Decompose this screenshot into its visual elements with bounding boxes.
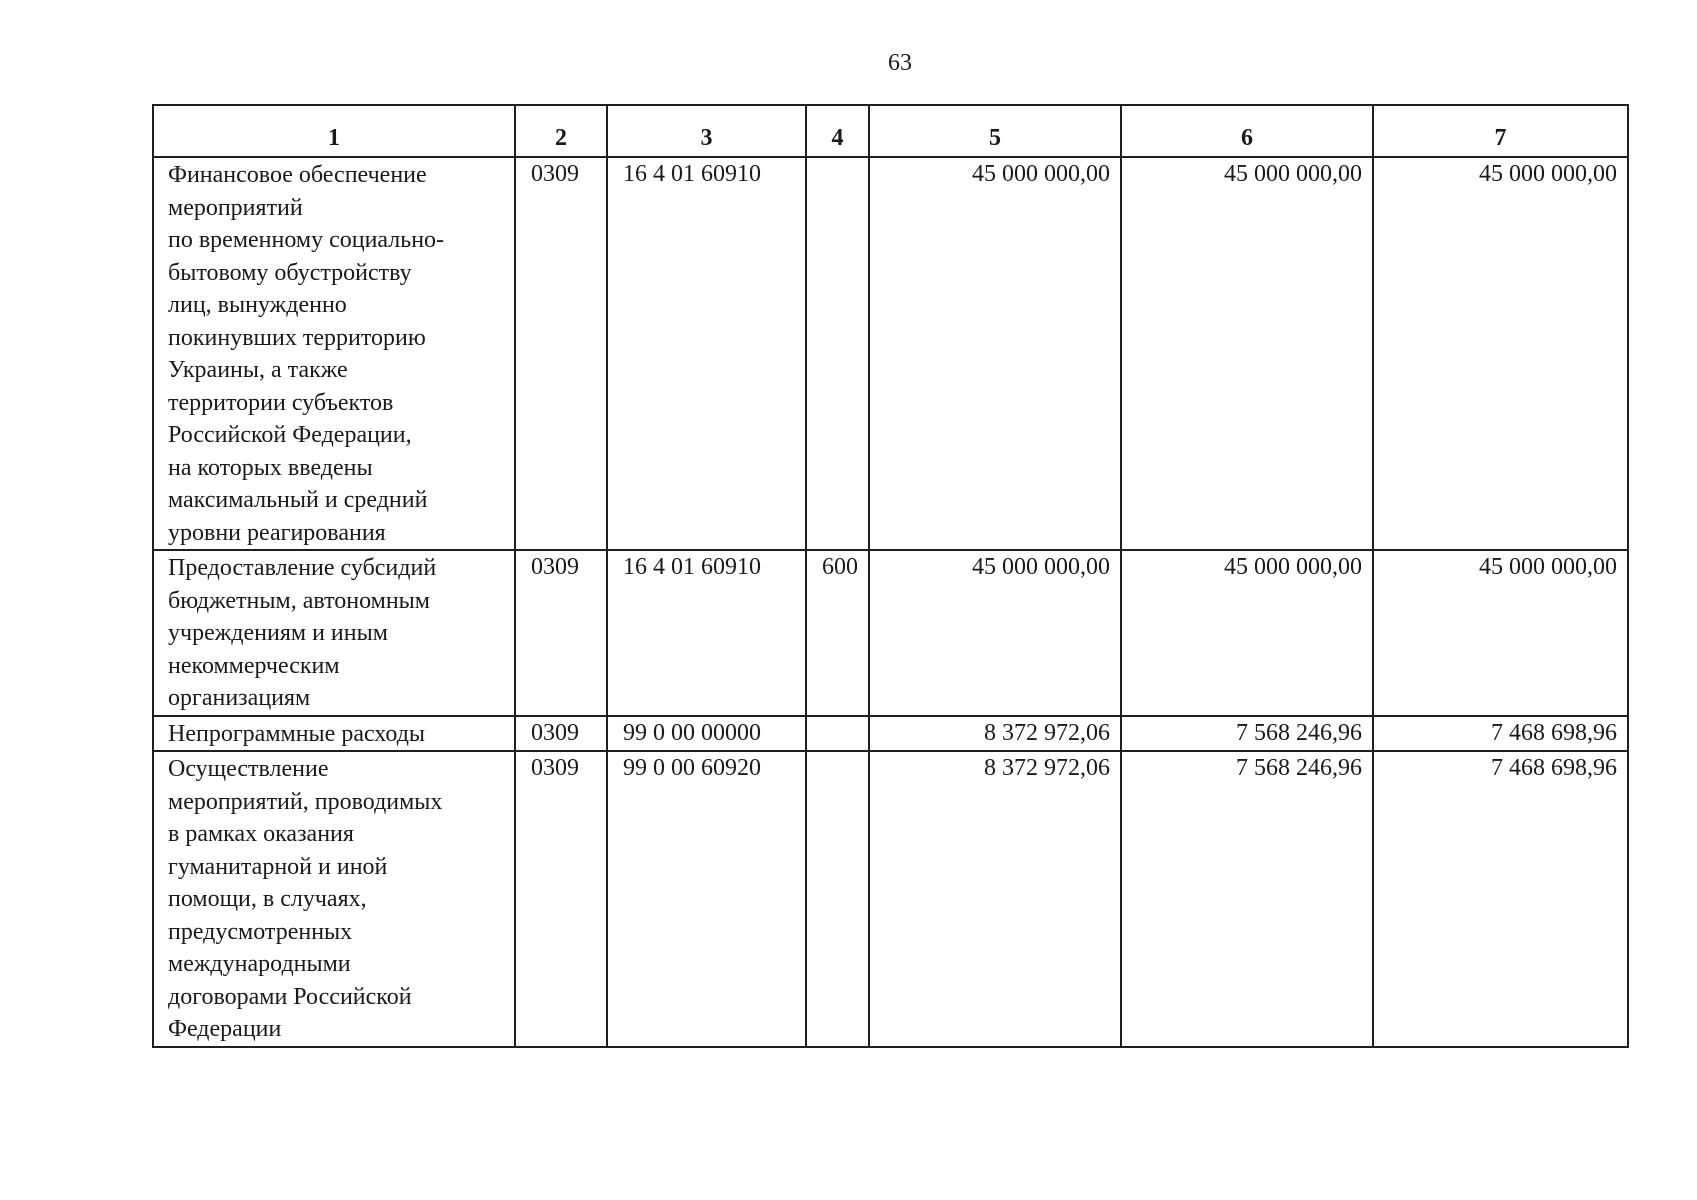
- row-name-line: учреждениям и иным: [168, 620, 388, 646]
- row-name: [153, 157, 515, 550]
- row-name-line: по временному социально-: [168, 227, 445, 253]
- row-name-line: договорами Российской: [168, 983, 412, 1010]
- table-row: [153, 550, 1628, 716]
- row-name-line: Осуществление: [168, 756, 329, 782]
- row-section: 0309: [515, 550, 607, 716]
- row-name-line: предусмотренных: [168, 918, 353, 945]
- row-name-line: организациям: [168, 685, 311, 711]
- table-header-row: [153, 105, 1628, 157]
- row-target-article: 99 0 00 00000: [607, 716, 806, 752]
- row-col6-value: 7 568 246,96: [1121, 716, 1373, 752]
- row-name-line: международными: [168, 951, 351, 977]
- row-name: [153, 550, 515, 716]
- row-name-line: Федерации: [168, 1016, 282, 1042]
- row-name-line: Непрограммные расходы: [168, 720, 426, 747]
- row-name-line: Предоставление субсидий: [168, 555, 437, 581]
- row-col5-value: 45 000 000,00: [869, 550, 1121, 716]
- row-col7-value: 7 468 698,96: [1373, 716, 1628, 752]
- row-name-line: Российской Федерации,: [168, 422, 412, 448]
- row-name-line: на которых введены: [168, 454, 373, 481]
- row-col5-value: 45 000 000,00: [869, 157, 1121, 550]
- row-name-line: мероприятий, проводимых: [168, 788, 443, 815]
- row-col6-value: 7 568 246,96: [1121, 751, 1373, 1047]
- row-target-article: 16 4 01 60910: [607, 550, 806, 716]
- row-name-line: гуманитарной и иной: [168, 853, 388, 880]
- row-name-line: бюджетным, автономным: [168, 587, 430, 614]
- row-section: 0309: [515, 751, 607, 1047]
- row-col5-value: 8 372 972,06: [869, 716, 1121, 752]
- row-target-article: 16 4 01 60910: [607, 157, 806, 550]
- page-number: 63: [888, 50, 912, 76]
- row-name-line: уровни реагирования: [168, 519, 386, 546]
- row-name: [153, 751, 515, 1047]
- table-row: [153, 157, 1628, 550]
- row-col5-value: 8 372 972,06: [869, 751, 1121, 1047]
- row-col6-value: 45 000 000,00: [1121, 157, 1373, 550]
- row-expense-type: [806, 716, 869, 752]
- header-col-5: 5: [869, 105, 1121, 157]
- row-name-line: Украины, а также: [168, 357, 348, 383]
- row-col7-value: 45 000 000,00: [1373, 157, 1628, 550]
- row-name-line: Финансовое обеспечение: [168, 162, 427, 188]
- row-expense-type: 600: [806, 550, 869, 716]
- row-name-line: мероприятий: [168, 194, 303, 221]
- row-col6-value: 45 000 000,00: [1121, 550, 1373, 716]
- row-name-line: покинувших территорию: [168, 324, 426, 351]
- row-name-line: некоммерческим: [168, 652, 340, 679]
- row-col7-value: 7 468 698,96: [1373, 751, 1628, 1047]
- row-name-line: в рамках оказания: [168, 821, 354, 847]
- header-col-3: 3: [607, 105, 806, 157]
- row-section: 0309: [515, 716, 607, 752]
- row-col7-value: 45 000 000,00: [1373, 550, 1628, 716]
- row-name-line: территории субъектов: [168, 389, 394, 416]
- row-expense-type: [806, 157, 869, 550]
- row-name-line: бытовому обустройству: [168, 259, 412, 286]
- header-col-1: 1: [153, 105, 515, 157]
- row-name-line: максимальный и средний: [168, 487, 428, 513]
- header-col-4: 4: [806, 105, 869, 157]
- table-row: [153, 716, 1628, 752]
- row-name-line: лиц, вынужденно: [168, 292, 347, 318]
- row-section: 0309: [515, 157, 607, 550]
- row-name-line: помощи, в случаях,: [168, 886, 367, 912]
- header-col-7: 7: [1373, 105, 1628, 157]
- row-target-article: 99 0 00 60920: [607, 751, 806, 1047]
- budget-table: [152, 104, 1629, 1048]
- table-row: [153, 751, 1628, 1047]
- header-col-6: 6: [1121, 105, 1373, 157]
- row-expense-type: [806, 751, 869, 1047]
- header-col-2: 2: [515, 105, 607, 157]
- row-name: [153, 716, 515, 752]
